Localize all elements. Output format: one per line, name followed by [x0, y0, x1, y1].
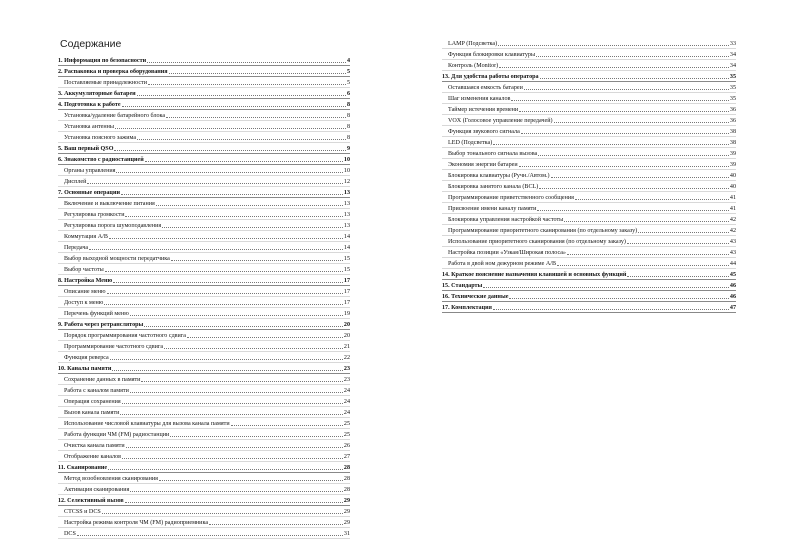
toc-subsection-entry[interactable] — [58, 429, 350, 440]
toc-page-number: 36 — [729, 107, 736, 113]
toc-dot-leader — [170, 435, 343, 437]
toc-subsection-entry[interactable] — [58, 517, 350, 528]
toc-page-number: 17 — [343, 300, 350, 306]
toc-dot-leader — [538, 154, 729, 156]
toc-entry-title: Блокировка управления настройкой частоты — [448, 217, 564, 223]
toc-page-number: 19 — [343, 311, 350, 317]
toc-page-number: 28 — [343, 476, 350, 482]
toc-entry-title: 5. Ваш первый QSO — [58, 146, 114, 152]
toc-dot-leader — [147, 61, 346, 63]
toc-entry-title: Программирование частотного сдвига — [64, 344, 164, 350]
toc-entry-title: Работа функции ЧМ (FM) радиостанции — [64, 432, 170, 438]
toc-page-number: 9 — [346, 146, 350, 152]
toc-section-entry[interactable] — [442, 302, 736, 313]
toc-subsection-entry[interactable] — [58, 297, 350, 308]
toc-entry-title: VOX (Голосовое управление передачей) — [448, 118, 553, 124]
toc-section-entry[interactable] — [58, 319, 350, 330]
toc-page-number: 13 — [343, 190, 350, 196]
toc-dot-leader — [159, 479, 343, 481]
toc-dot-leader — [575, 198, 729, 200]
toc-entry-title: Органы управления — [64, 168, 116, 174]
toc-subsection-entry[interactable] — [442, 115, 736, 126]
toc-page-number: 34 — [729, 63, 736, 69]
toc-section-entry[interactable] — [58, 187, 350, 198]
toc-dot-leader — [564, 220, 729, 222]
toc-page-number: 25 — [343, 421, 350, 427]
toc-entry-title: DCS — [64, 531, 76, 537]
toc-entry-title: Выбор выходной мощности передатчика — [64, 256, 170, 262]
toc-subsection-entry[interactable] — [442, 104, 736, 115]
toc-page-number: 35 — [729, 85, 736, 91]
toc-entry-title: 6. Знакомство с радиостанцией — [58, 157, 144, 163]
toc-entry-title: Функция звукового сигнала — [448, 129, 520, 135]
toc-subsection-entry[interactable] — [442, 60, 736, 71]
toc-entry-title: Отображение каналов — [64, 454, 122, 460]
toc-dot-leader — [121, 193, 343, 195]
toc-entry-title: Перечень функций меню — [64, 311, 129, 317]
toc-entry-title: Функция блокировки клавиатуры — [448, 52, 536, 58]
toc-page-number: 15 — [343, 256, 350, 262]
toc-entry-title: 3. Аккумуляторные батареи — [58, 91, 136, 97]
toc-subsection-entry[interactable] — [442, 258, 736, 269]
toc-section-entry[interactable] — [58, 99, 350, 110]
toc-page-number: 41 — [729, 195, 736, 201]
toc-dot-leader — [145, 160, 343, 162]
toc-section-entry[interactable] — [58, 88, 350, 99]
toc-dot-leader — [524, 88, 729, 90]
toc-subsection-entry[interactable] — [442, 148, 736, 159]
toc-entry-title: 12. Селективный вызов — [58, 498, 124, 504]
toc-entry-title: Функция реверса — [64, 355, 109, 361]
toc-page-number: 35 — [729, 96, 736, 102]
toc-page-number: 13 — [343, 223, 350, 229]
toc-subsection-entry[interactable] — [58, 176, 350, 187]
toc-page-number: 23 — [343, 377, 350, 383]
toc-entry-title: Включение и выключение питания — [64, 201, 155, 207]
toc-dot-leader — [130, 391, 343, 393]
toc-page-number: 38 — [729, 129, 736, 135]
toc-dot-leader — [567, 253, 729, 255]
toc-entry-title: Очистка канала памяти — [64, 443, 125, 449]
toc-dot-leader — [187, 336, 343, 338]
toc-subsection-entry[interactable] — [58, 308, 350, 319]
toc-subsection-entry[interactable] — [58, 440, 350, 451]
toc-entry-title: Операция сохранения — [64, 399, 121, 405]
toc-page-number: 46 — [729, 283, 736, 289]
toc-dot-leader — [137, 138, 346, 140]
toc-page-number: 47 — [729, 305, 736, 311]
toc-subsection-entry[interactable] — [58, 242, 350, 253]
toc-page-number: 5 — [346, 80, 350, 86]
toc-entry-title: Таймер истечения времени — [448, 107, 519, 113]
toc-entry-title: Метод возобновления сканирования — [64, 476, 158, 482]
toc-entry-title: Сохранение данных в памяти — [64, 377, 141, 383]
page-title: Содержание — [60, 38, 122, 50]
toc-subsection-entry[interactable] — [58, 385, 350, 396]
toc-entry-title: 14. Краткое пояснение назначения клавишей и основных функций — [442, 272, 627, 278]
toc-page-number: 27 — [343, 454, 350, 460]
toc-dot-leader — [120, 413, 343, 415]
toc-page-number: 46 — [729, 294, 736, 300]
toc-page-number: 40 — [729, 173, 736, 179]
toc-subsection-entry[interactable] — [58, 220, 350, 231]
toc-page-number: 6 — [346, 91, 350, 97]
toc-entry-title: 11. Сканирование — [58, 465, 108, 471]
toc-dot-leader — [122, 457, 343, 459]
toc-right-column — [442, 38, 736, 313]
toc-entry-title: 13. Для удобства работы оператора — [442, 74, 539, 80]
toc-entry-title: Регулировка порога шумоподавления — [64, 223, 162, 229]
toc-dot-leader — [102, 512, 343, 514]
toc-entry-title: Присвоение имени каналу памяти — [448, 206, 537, 212]
toc-dot-leader — [498, 44, 729, 46]
toc-page-number: 45 — [729, 272, 736, 278]
toc-dot-leader — [519, 165, 729, 167]
toc-dot-leader — [209, 523, 343, 525]
toc-page-number: 12 — [343, 179, 350, 185]
toc-dot-leader — [137, 94, 346, 96]
toc-page-number: 4 — [346, 58, 350, 64]
toc-page-number: 38 — [729, 140, 736, 146]
toc-dot-leader — [116, 171, 342, 173]
toc-page-number: 29 — [343, 520, 350, 526]
toc-dot-leader — [499, 66, 729, 68]
toc-dot-leader — [130, 314, 343, 316]
toc-section-entry[interactable] — [442, 280, 736, 291]
toc-subsection-entry[interactable] — [442, 203, 736, 214]
toc-page-number: 13 — [343, 212, 350, 218]
toc-section-entry[interactable] — [58, 495, 350, 506]
toc-page-number: 43 — [729, 250, 736, 256]
toc-dot-leader — [539, 187, 729, 189]
toc-entry-title: 1. Информация по безопасности — [58, 58, 147, 64]
toc-page-number: 34 — [729, 52, 736, 58]
toc-page-number: 14 — [343, 234, 350, 240]
toc-entry-title: Использование числовой клавиатуры для вызова канала памяти — [64, 421, 230, 427]
toc-section-entry[interactable] — [442, 71, 736, 82]
toc-entry-title: 10. Каналы памяти — [58, 366, 112, 372]
toc-dot-leader — [114, 149, 346, 151]
toc-section-entry[interactable] — [442, 291, 736, 302]
toc-entry-title: Активация сканирования — [64, 487, 130, 493]
toc-dot-leader — [122, 402, 343, 404]
toc-subsection-entry[interactable] — [58, 286, 350, 297]
toc-dot-leader — [537, 209, 728, 211]
toc-entry-title: Использование приоритетного сканирования (по отдельному заказу) — [448, 239, 626, 245]
toc-section-entry[interactable] — [58, 143, 350, 154]
toc-page-number: 17 — [343, 278, 350, 284]
toc-entry-title: CTCSS и DCS — [64, 509, 101, 515]
toc-dot-leader — [551, 176, 729, 178]
toc-dot-leader — [125, 215, 342, 217]
toc-dot-leader — [104, 303, 343, 305]
toc-entry-title: Вызов канала памяти — [64, 410, 120, 416]
toc-page-number: 29 — [343, 509, 350, 515]
toc-page-number: 40 — [729, 184, 736, 190]
toc-dot-leader — [536, 55, 729, 57]
toc-dot-leader — [89, 248, 343, 250]
toc-dot-leader — [122, 105, 346, 107]
toc-subsection-entry[interactable] — [58, 506, 350, 517]
toc-entry-title: Настройка режима контроля ЧМ (FM) радиоприемника — [64, 520, 209, 526]
toc-entry-title: 16. Технические данные — [442, 294, 509, 300]
toc-entry-title: LAMP (Подсветка) — [448, 41, 498, 47]
toc-subsection-entry[interactable] — [58, 341, 350, 352]
toc-dot-leader — [638, 231, 729, 233]
toc-section-entry[interactable] — [58, 66, 350, 77]
toc-entry-title: Установка антенны — [64, 124, 114, 130]
toc-page-number: 24 — [343, 399, 350, 405]
toc-entry-title: Установка поясного зажима — [64, 135, 137, 141]
toc-page-number: 20 — [343, 322, 350, 328]
toc-entry-title: Программирование приветственного сообщения — [448, 195, 574, 201]
toc-dot-leader — [509, 297, 728, 299]
toc-dot-leader — [130, 490, 343, 492]
toc-entry-title: Коммутация А/В — [64, 234, 108, 240]
toc-subsection-entry[interactable] — [442, 192, 736, 203]
toc-entry-title: Экономия энергии батареи — [448, 162, 518, 168]
toc-subsection-entry[interactable] — [442, 49, 736, 60]
toc-dot-leader — [557, 264, 729, 266]
toc-entry-title: Блокировка занятого канала (BCL) — [448, 184, 539, 190]
toc-subsection-entry[interactable] — [58, 473, 350, 484]
toc-dot-leader — [144, 325, 343, 327]
toc-dot-leader — [126, 446, 343, 448]
toc-page-number: 26 — [343, 443, 350, 449]
toc-subsection-entry[interactable] — [58, 528, 350, 539]
toc-page-number: 24 — [343, 410, 350, 416]
toc-page-number: 29 — [343, 498, 350, 504]
toc-dot-leader — [105, 270, 343, 272]
toc-subsection-entry[interactable] — [58, 396, 350, 407]
toc-entry-title: 17. Комплектация — [442, 305, 492, 311]
toc-page-number: 14 — [343, 245, 350, 251]
toc-subsection-entry[interactable] — [442, 170, 736, 181]
toc-page-number: 22 — [343, 355, 350, 361]
toc-section-entry[interactable] — [58, 275, 350, 286]
toc-dot-leader — [483, 286, 729, 288]
toc-entry-title: Передача — [64, 245, 89, 251]
toc-dot-leader — [540, 77, 729, 79]
toc-page-number: 8 — [346, 135, 350, 141]
toc-dot-leader — [171, 259, 343, 261]
toc-subsection-entry[interactable] — [58, 77, 350, 88]
toc-page-number: 43 — [729, 239, 736, 245]
toc-page-number: 8 — [346, 102, 350, 108]
toc-entry-title: 4. Подготовка к работе — [58, 102, 121, 108]
toc-dot-leader — [108, 468, 343, 470]
toc-subsection-entry[interactable] — [58, 231, 350, 242]
toc-page-number: 5 — [346, 69, 350, 75]
toc-dot-leader — [231, 424, 343, 426]
toc-entry-title: Установка/удаление батарейного блока — [64, 113, 166, 119]
toc-entry-title: Дисплей — [64, 179, 87, 185]
toc-subsection-entry[interactable] — [58, 418, 350, 429]
toc-page-number: 10 — [343, 168, 350, 174]
toc-page-number: 36 — [729, 118, 736, 124]
toc-entry-title: 8. Настройка Меню — [58, 278, 113, 284]
toc-subsection-entry[interactable] — [58, 165, 350, 176]
toc-section-entry[interactable] — [58, 462, 350, 473]
toc-dot-leader — [141, 380, 342, 382]
toc-subsection-entry[interactable] — [58, 352, 350, 363]
toc-dot-leader — [162, 226, 343, 228]
toc-page-number: 42 — [729, 228, 736, 234]
toc-entry-title: Порядок программирования частотного сдвига — [64, 333, 187, 339]
toc-dot-leader — [519, 110, 729, 112]
toc-subsection-entry[interactable] — [442, 236, 736, 247]
toc-dot-leader — [493, 143, 729, 145]
toc-section-entry[interactable] — [442, 269, 736, 280]
toc-subsection-entry[interactable] — [58, 121, 350, 132]
toc-entry-title: Доступ к меню — [64, 300, 104, 306]
toc-dot-leader — [113, 281, 343, 283]
toc-entry-title: Программирование приоритетного сканирования (по отдельному заказу) — [448, 228, 638, 234]
toc-subsection-entry[interactable] — [442, 181, 736, 192]
toc-subsection-entry[interactable] — [442, 247, 736, 258]
toc-dot-leader — [521, 132, 729, 134]
toc-page-number: 8 — [346, 113, 350, 119]
toc-subsection-entry[interactable] — [58, 132, 350, 143]
toc-subsection-entry[interactable] — [442, 126, 736, 137]
toc-dot-leader — [115, 127, 346, 129]
toc-subsection-entry[interactable] — [58, 110, 350, 121]
toc-entry-title: Работа с каналом памяти — [64, 388, 129, 394]
toc-subsection-entry[interactable] — [442, 93, 736, 104]
toc-page-number: 17 — [343, 289, 350, 295]
toc-page-number: 39 — [729, 162, 736, 168]
toc-subsection-entry[interactable] — [58, 264, 350, 275]
toc-page-number: 28 — [343, 465, 350, 471]
toc-dot-leader — [627, 275, 729, 277]
toc-entry-title: Выбор тонального сигнала вызова — [448, 151, 538, 157]
toc-entry-title: Работа в двой ном дежурном режиме А/В — [448, 261, 557, 267]
toc-page-number: 42 — [729, 217, 736, 223]
toc-section-entry[interactable] — [58, 363, 350, 374]
toc-subsection-entry[interactable] — [58, 330, 350, 341]
toc-subsection-entry[interactable] — [442, 137, 736, 148]
toc-page-number: 31 — [343, 531, 350, 537]
toc-dot-leader — [493, 308, 729, 310]
toc-page-number: 21 — [343, 344, 350, 350]
toc-page-number: 41 — [729, 206, 736, 212]
toc-page-number: 23 — [343, 366, 350, 372]
toc-entry-title: Выбор частоты — [64, 267, 104, 273]
toc-entry-title: LED (Подсветка) — [448, 140, 493, 146]
toc-entry-title: 9. Работа через ретрансляторы — [58, 322, 144, 328]
toc-page-number: 13 — [343, 201, 350, 207]
toc-page-number: 39 — [729, 151, 736, 157]
toc-subsection-entry[interactable] — [58, 407, 350, 418]
toc-dot-leader — [77, 534, 343, 536]
toc-subsection-entry[interactable] — [58, 484, 350, 495]
toc-dot-leader — [511, 99, 729, 101]
toc-subsection-entry[interactable] — [58, 198, 350, 209]
toc-subsection-entry[interactable] — [58, 374, 350, 385]
toc-page-number: 28 — [343, 487, 350, 493]
toc-dot-leader — [148, 83, 346, 85]
toc-subsection-entry[interactable] — [442, 214, 736, 225]
toc-subsection-entry[interactable] — [58, 209, 350, 220]
toc-subsection-entry[interactable] — [58, 253, 350, 264]
toc-section-entry[interactable] — [58, 154, 350, 165]
toc-left-column — [58, 55, 350, 539]
toc-page-number: 24 — [343, 388, 350, 394]
toc-entry-title: 2. Распаковка и проверка оборудования — [58, 69, 168, 75]
toc-subsection-entry[interactable] — [442, 82, 736, 93]
toc-dot-leader — [125, 501, 343, 503]
toc-entry-title: Блокировка клавиатуры (Ручн./Автом.) — [448, 173, 550, 179]
toc-entry-title: Контроль (Monitor) — [448, 63, 499, 69]
toc-dot-leader — [110, 358, 343, 360]
toc-entry-title: 15. Стандарты — [442, 283, 483, 289]
toc-entry-title: Оставшаяся емкость батареи — [448, 85, 523, 91]
toc-page-number: 33 — [729, 41, 736, 47]
toc-dot-leader — [87, 182, 343, 184]
toc-page-number: 10 — [343, 157, 350, 163]
toc-page-number: 8 — [346, 124, 350, 130]
toc-dot-leader — [169, 72, 346, 74]
toc-dot-leader — [156, 204, 343, 206]
toc-page-number: 15 — [343, 267, 350, 273]
toc-dot-leader — [166, 116, 346, 118]
toc-subsection-entry[interactable] — [442, 159, 736, 170]
toc-page-number: 44 — [729, 261, 736, 267]
toc-entry-title: Регулировка громкости — [64, 212, 125, 218]
toc-dot-leader — [109, 237, 343, 239]
toc-dot-leader — [107, 292, 343, 294]
toc-dot-leader — [554, 121, 729, 123]
toc-entry-title: Настройка позиции «Узкая/Широкая полоса» — [448, 250, 566, 256]
toc-dot-leader — [112, 369, 343, 371]
toc-page-number: 25 — [343, 432, 350, 438]
toc-page-number: 20 — [343, 333, 350, 339]
toc-subsection-entry[interactable] — [442, 38, 736, 49]
toc-entry-title: Поставляемые принадлежности — [64, 80, 147, 86]
toc-dot-leader — [164, 347, 343, 349]
toc-page-number: 35 — [729, 74, 736, 80]
toc-subsection-entry[interactable] — [442, 225, 736, 236]
toc-entry-title: Шаг изменения каналов — [448, 96, 511, 102]
toc-entry-title: 7. Основные операции — [58, 190, 120, 196]
toc-dot-leader — [627, 242, 729, 244]
toc-section-entry[interactable] — [58, 55, 350, 66]
toc-subsection-entry[interactable] — [58, 451, 350, 462]
toc-entry-title: Описание меню — [64, 289, 106, 295]
